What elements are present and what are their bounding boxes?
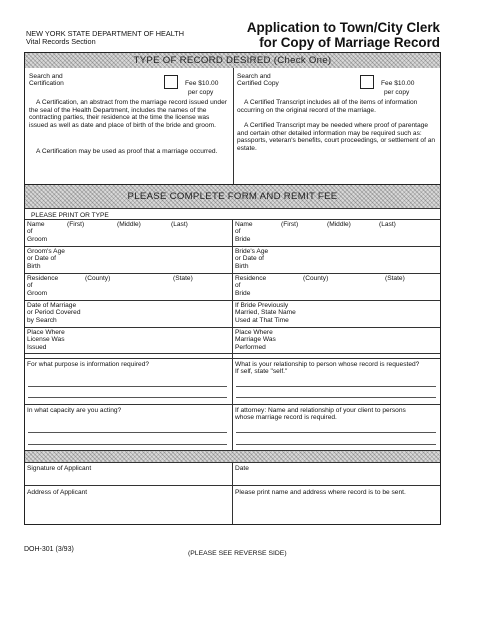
bride-last-label: (Last) [379,221,396,228]
grid-rule [25,404,440,405]
applicant-address-field[interactable]: Address of Applicant [27,489,88,496]
title-line-1: Application to Town/City Clerk [246,20,440,35]
capacity-answer-line-2[interactable] [28,444,227,445]
certified-copy-usage-note: A Certified Transcript may be needed where proof of parentage and certain other detailed information may be required such as: passports, veteran's benefits, court proceedings, or settlement of an estate. [237,122,436,152]
groom-residence-label-3: Groom [27,289,48,297]
marriage-place-label-1: Place Where [235,329,273,336]
bride-age-label-1: Bride's Age [235,248,269,255]
groom-residence-label-2: of [27,282,33,290]
certified-copy-description: A Certified Transcript includes all of the items of information occurring on the original record of the marriage. [237,99,418,114]
form-title [247,21,440,50]
department-name: NEW YORK STATE DEPARTMENT OF HEALTH [26,29,184,38]
certification-description: A Certification, an abstract from the marriage record issued under the seal of the Health Department, includes the names of the contracting parties, their residence at the time the license was issued as well as date and place of birth of the bride and groom. [29,99,227,129]
license-place-field[interactable] [27,329,65,351]
application-form [24,184,441,525]
certified-copy-title [237,73,279,88]
certified-copy-title-line-2: Certified Copy [237,80,279,88]
relationship-question-line-2: If self, state "self." [235,368,288,376]
attorney-question [235,407,406,422]
form-number: DOH-301 (3/93) [24,546,74,553]
purpose-answer-line-2[interactable] [28,397,227,398]
certified-copy-fee-amount: Fee $10.00 [381,80,415,87]
certified-copy-title-line-1: Search and [237,73,271,80]
attorney-question-line-1: If attorney: Name and relationship of your client to persons [235,407,406,414]
groom-state-label: (State) [173,275,193,282]
bride-residence-label-2: of [235,282,241,290]
date-of-marriage-label-3: by Search [27,316,57,324]
date-of-marriage-field[interactable] [27,302,81,324]
bride-age-field[interactable] [235,248,268,270]
separator-band [25,451,440,462]
band-rule [25,208,440,209]
certified-copy-checkbox[interactable] [360,75,374,89]
relationship-answer-line-2[interactable] [236,397,436,398]
license-place-label-3: Issued [27,343,47,351]
groom-middle-label: (Middle) [117,221,141,228]
groom-last-label: (Last) [171,221,188,228]
date-of-marriage-label-2: or Period Covered [27,309,81,317]
section-name: Vital Records Section [26,37,96,46]
relationship-question [235,361,419,376]
bride-name-field[interactable] [235,221,253,243]
purpose-question: For what purpose is information required? [27,361,150,368]
bride-residence-field[interactable] [235,275,266,297]
certification-title [29,73,64,88]
bride-previous-name-field[interactable] [235,302,296,324]
bride-county-label: (County) [303,275,329,282]
certification-fee [185,79,218,97]
groom-age-label-3: Birth [27,262,41,270]
mailing-address-field[interactable]: Please print name and address where record is to be sent. [235,489,406,496]
bride-state-label: (State) [385,275,405,282]
relationship-answer-line-1[interactable] [236,386,436,387]
bride-previous-name-label-3: Used at That Time [235,316,289,324]
marriage-place-field[interactable] [235,329,276,351]
date-of-marriage-label-1: Date of Marriage [27,302,77,309]
license-place-label-2: License Was [27,336,65,344]
bride-age-label-2: or Date of [235,255,264,263]
groom-name-field[interactable] [27,221,47,243]
bride-previous-name-label-2: Married, State Name [235,309,296,317]
certified-copy-fee [381,79,414,97]
date-field[interactable]: Date [235,465,249,472]
bride-middle-label: (Middle) [327,221,351,228]
reverse-side-note: (PLEASE SEE REVERSE SIDE) [188,550,287,557]
bride-first-label: (First) [281,221,299,228]
certification-proof-note: A Certification may be used as proof that a marriage occurred. [36,148,218,155]
print-note: PLEASE PRINT OR TYPE [31,212,109,219]
record-type-divider [233,68,234,189]
purpose-answer-line-1[interactable] [28,386,227,387]
certification-title-line-2: Certification [29,80,64,88]
groom-age-label-1: Groom's Age [27,248,65,255]
bride-name-label-1: Name [235,221,253,228]
record-type-section [24,52,441,190]
bride-name-label-2: of [235,228,241,236]
bride-residence-label-1: Residence [235,275,267,282]
attorney-answer-line-2[interactable] [236,444,436,445]
marriage-place-label-2: Marriage Was [235,336,276,344]
bride-name-label-3: Bride [235,235,251,243]
license-place-label-1: Place Where [27,329,65,336]
bride-age-label-3: Birth [235,262,249,270]
groom-county-label: (County) [85,275,111,282]
groom-residence-field[interactable] [27,275,58,297]
capacity-question: In what capacity are you acting? [27,407,122,414]
marriage-place-label-3: Performed [235,343,266,351]
groom-age-label-2: or Date of [27,255,56,263]
signature-field[interactable]: Signature of Applicant [27,465,92,472]
title-line-2: for Copy of Marriage Record [259,34,440,50]
certification-fee-unit: per copy [188,89,214,96]
grid-rule [25,485,440,486]
groom-name-label-1: Name [27,221,45,228]
groom-age-field[interactable] [27,248,65,270]
grid-divider [232,462,233,524]
certification-title-line-1: Search and [29,73,63,80]
certification-checkbox[interactable] [164,75,178,89]
record-type-band: TYPE OF RECORD DESIRED (Check One) [25,53,440,68]
groom-first-label: (First) [67,221,85,228]
attorney-question-line-2: whose marriage record is required. [235,414,337,422]
grid-rule [25,358,440,359]
department-header [26,30,184,46]
capacity-answer-line-1[interactable] [28,432,227,433]
certification-fee-amount: Fee $10.00 [185,80,219,87]
attorney-answer-line-1[interactable] [236,432,436,433]
certified-copy-fee-unit: per copy [384,89,410,96]
form-band: PLEASE COMPLETE FORM AND REMIT FEE [25,185,440,208]
grid-divider [232,219,233,458]
groom-name-label-3: Groom [27,235,48,243]
groom-name-label-2: of [27,228,33,236]
relationship-question-line-1: What is your relationship to person whose record is requested? [235,361,420,368]
bride-previous-name-label-1: If Bride Previously [235,302,289,309]
groom-residence-label-1: Residence [27,275,59,282]
bride-residence-label-3: Bride [235,289,251,297]
